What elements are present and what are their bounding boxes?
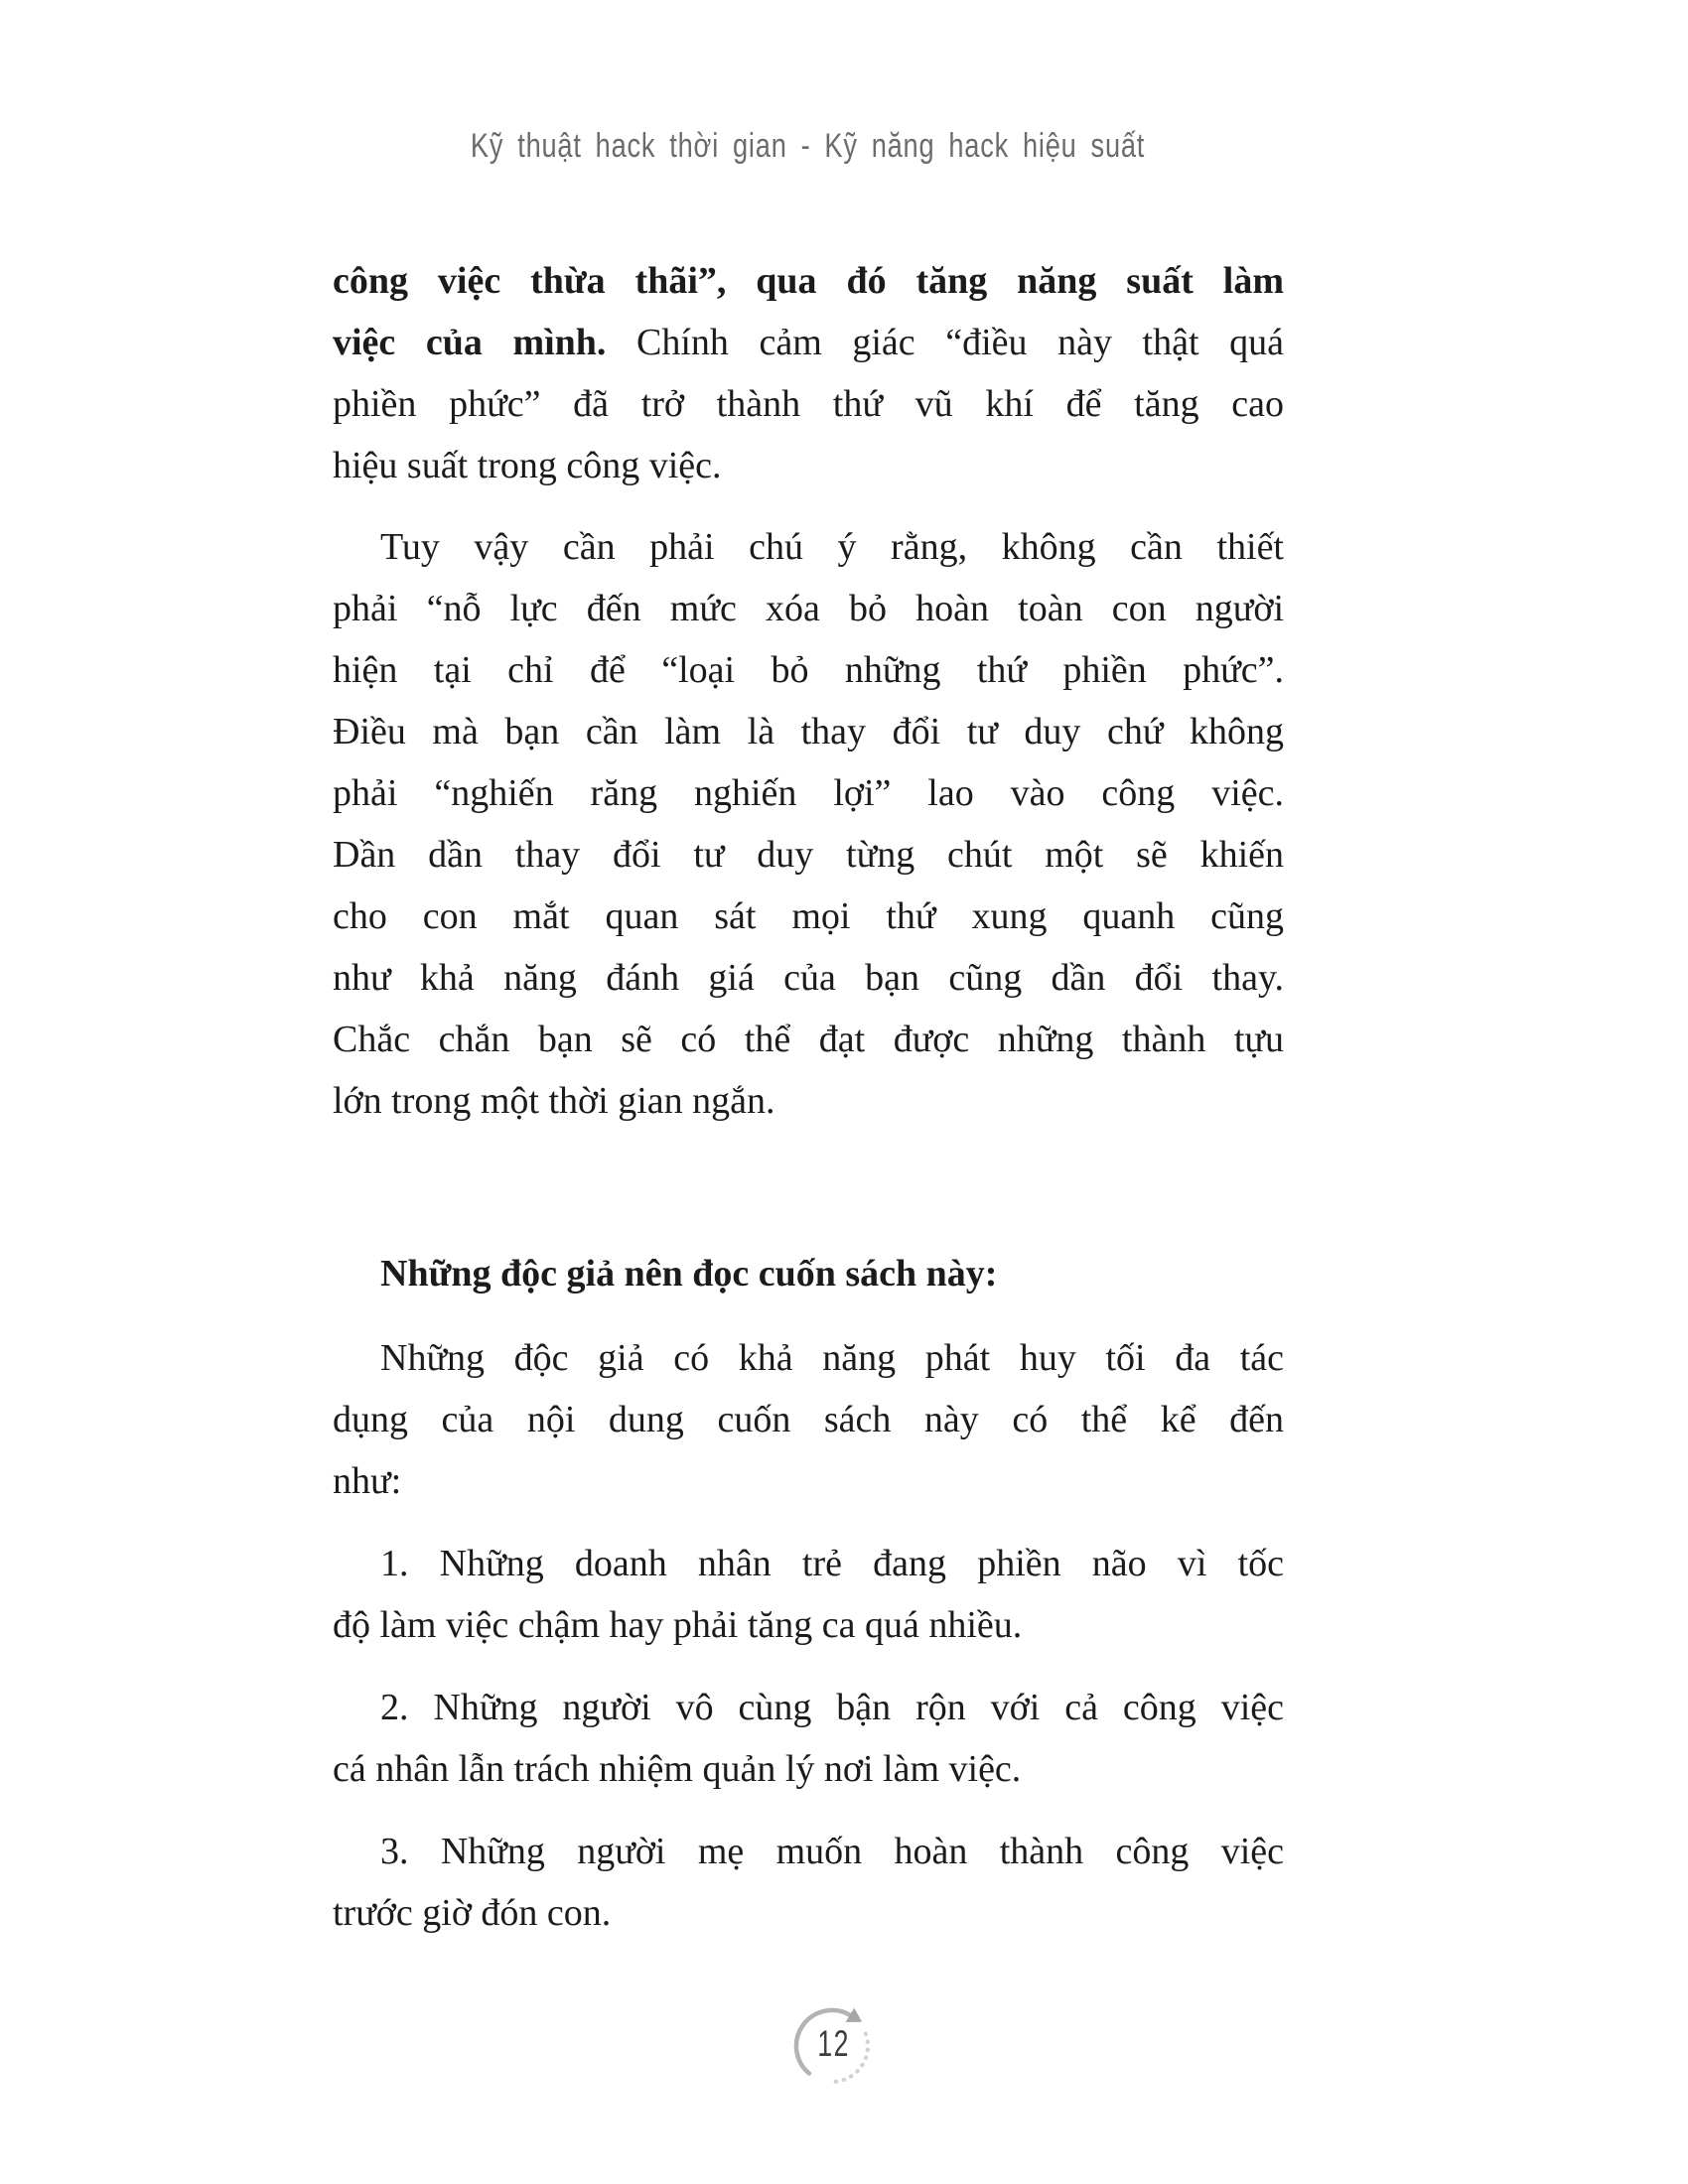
- section-heading: [333, 1243, 1284, 1304]
- list-item-3: [333, 1821, 1284, 1944]
- text-line: độ làm việc chậm hay phải tăng ca quá nhiều.: [333, 1604, 1023, 1646]
- text-line: trước giờ đón con.: [333, 1892, 612, 1934]
- text-line: lớn trong một thời gian ngắn.: [333, 1080, 775, 1122]
- text-column: [333, 250, 1284, 1944]
- text-line: 2. Những người vô cùng bận rộn với cả công việc: [380, 1687, 1284, 1728]
- page-number: 12: [817, 2023, 851, 2064]
- text-line: cá nhân lẫn trách nhiệm quản lý nơi làm việc.: [333, 1748, 1022, 1790]
- text-line: Điều mà bạn cần làm là thay đổi tư duy chứ không: [333, 711, 1284, 752]
- text-line: 3. Những người mẹ muốn hoàn thành công việc: [380, 1831, 1284, 1872]
- text-line: phải “nghiến răng nghiến lợi” lao vào công việc.: [333, 772, 1284, 814]
- page-footer: [787, 1997, 881, 2091]
- text-line: Những độc giả nên đọc cuốn sách này:: [380, 1253, 998, 1295]
- text-line: công việc thừa thãi”, qua đó tăng năng suất làm: [333, 260, 1284, 302]
- text-line: Những độc giả có khả năng phát huy tối đa tác: [380, 1337, 1284, 1379]
- text-line: Dần dần thay đổi tư duy từng chút một sẽ khiến: [333, 834, 1284, 876]
- text-line: như khả năng đánh giá của bạn cũng dần đổi thay.: [333, 957, 1284, 999]
- text-line: phải “nỗ lực đến mức xóa bỏ hoàn toàn con người: [333, 588, 1284, 629]
- text-line: như:: [333, 1460, 402, 1502]
- text-line: việc của mình. Chính cảm giác “điều này thật quá: [333, 322, 1284, 363]
- paragraph-1: [333, 250, 1284, 496]
- text-line: Chắc chắn bạn sẽ có thể đạt được những thành tựu: [333, 1019, 1284, 1060]
- paragraph-2: [333, 516, 1284, 1132]
- text-line: dụng của nội dung cuốn sách này có thể kể đến: [333, 1399, 1284, 1440]
- text-line: hiệu suất trong công việc.: [333, 445, 722, 486]
- list-item-2: [333, 1677, 1284, 1800]
- running-header: [333, 123, 1284, 169]
- text-line: Tuy vậy cần phải chú ý rằng, không cần thiết: [380, 526, 1284, 568]
- list-item-1: [333, 1533, 1284, 1656]
- paragraph-3: [333, 1327, 1284, 1512]
- text-line: hiện tại chỉ để “loại bỏ những thứ phiền phức”.: [333, 649, 1284, 691]
- text-line: phiền phức” đã trở thành thứ vũ khí để tăng cao: [333, 383, 1284, 425]
- text-line: 1. Những doanh nhân trẻ đang phiền não vì tốc: [380, 1543, 1284, 1584]
- text-line: cho con mắt quan sát mọi thứ xung quanh cũng: [333, 895, 1284, 937]
- running-header-title: Kỹ thuật hack thời gian - Kỹ năng hack hiệu suất: [471, 127, 1146, 165]
